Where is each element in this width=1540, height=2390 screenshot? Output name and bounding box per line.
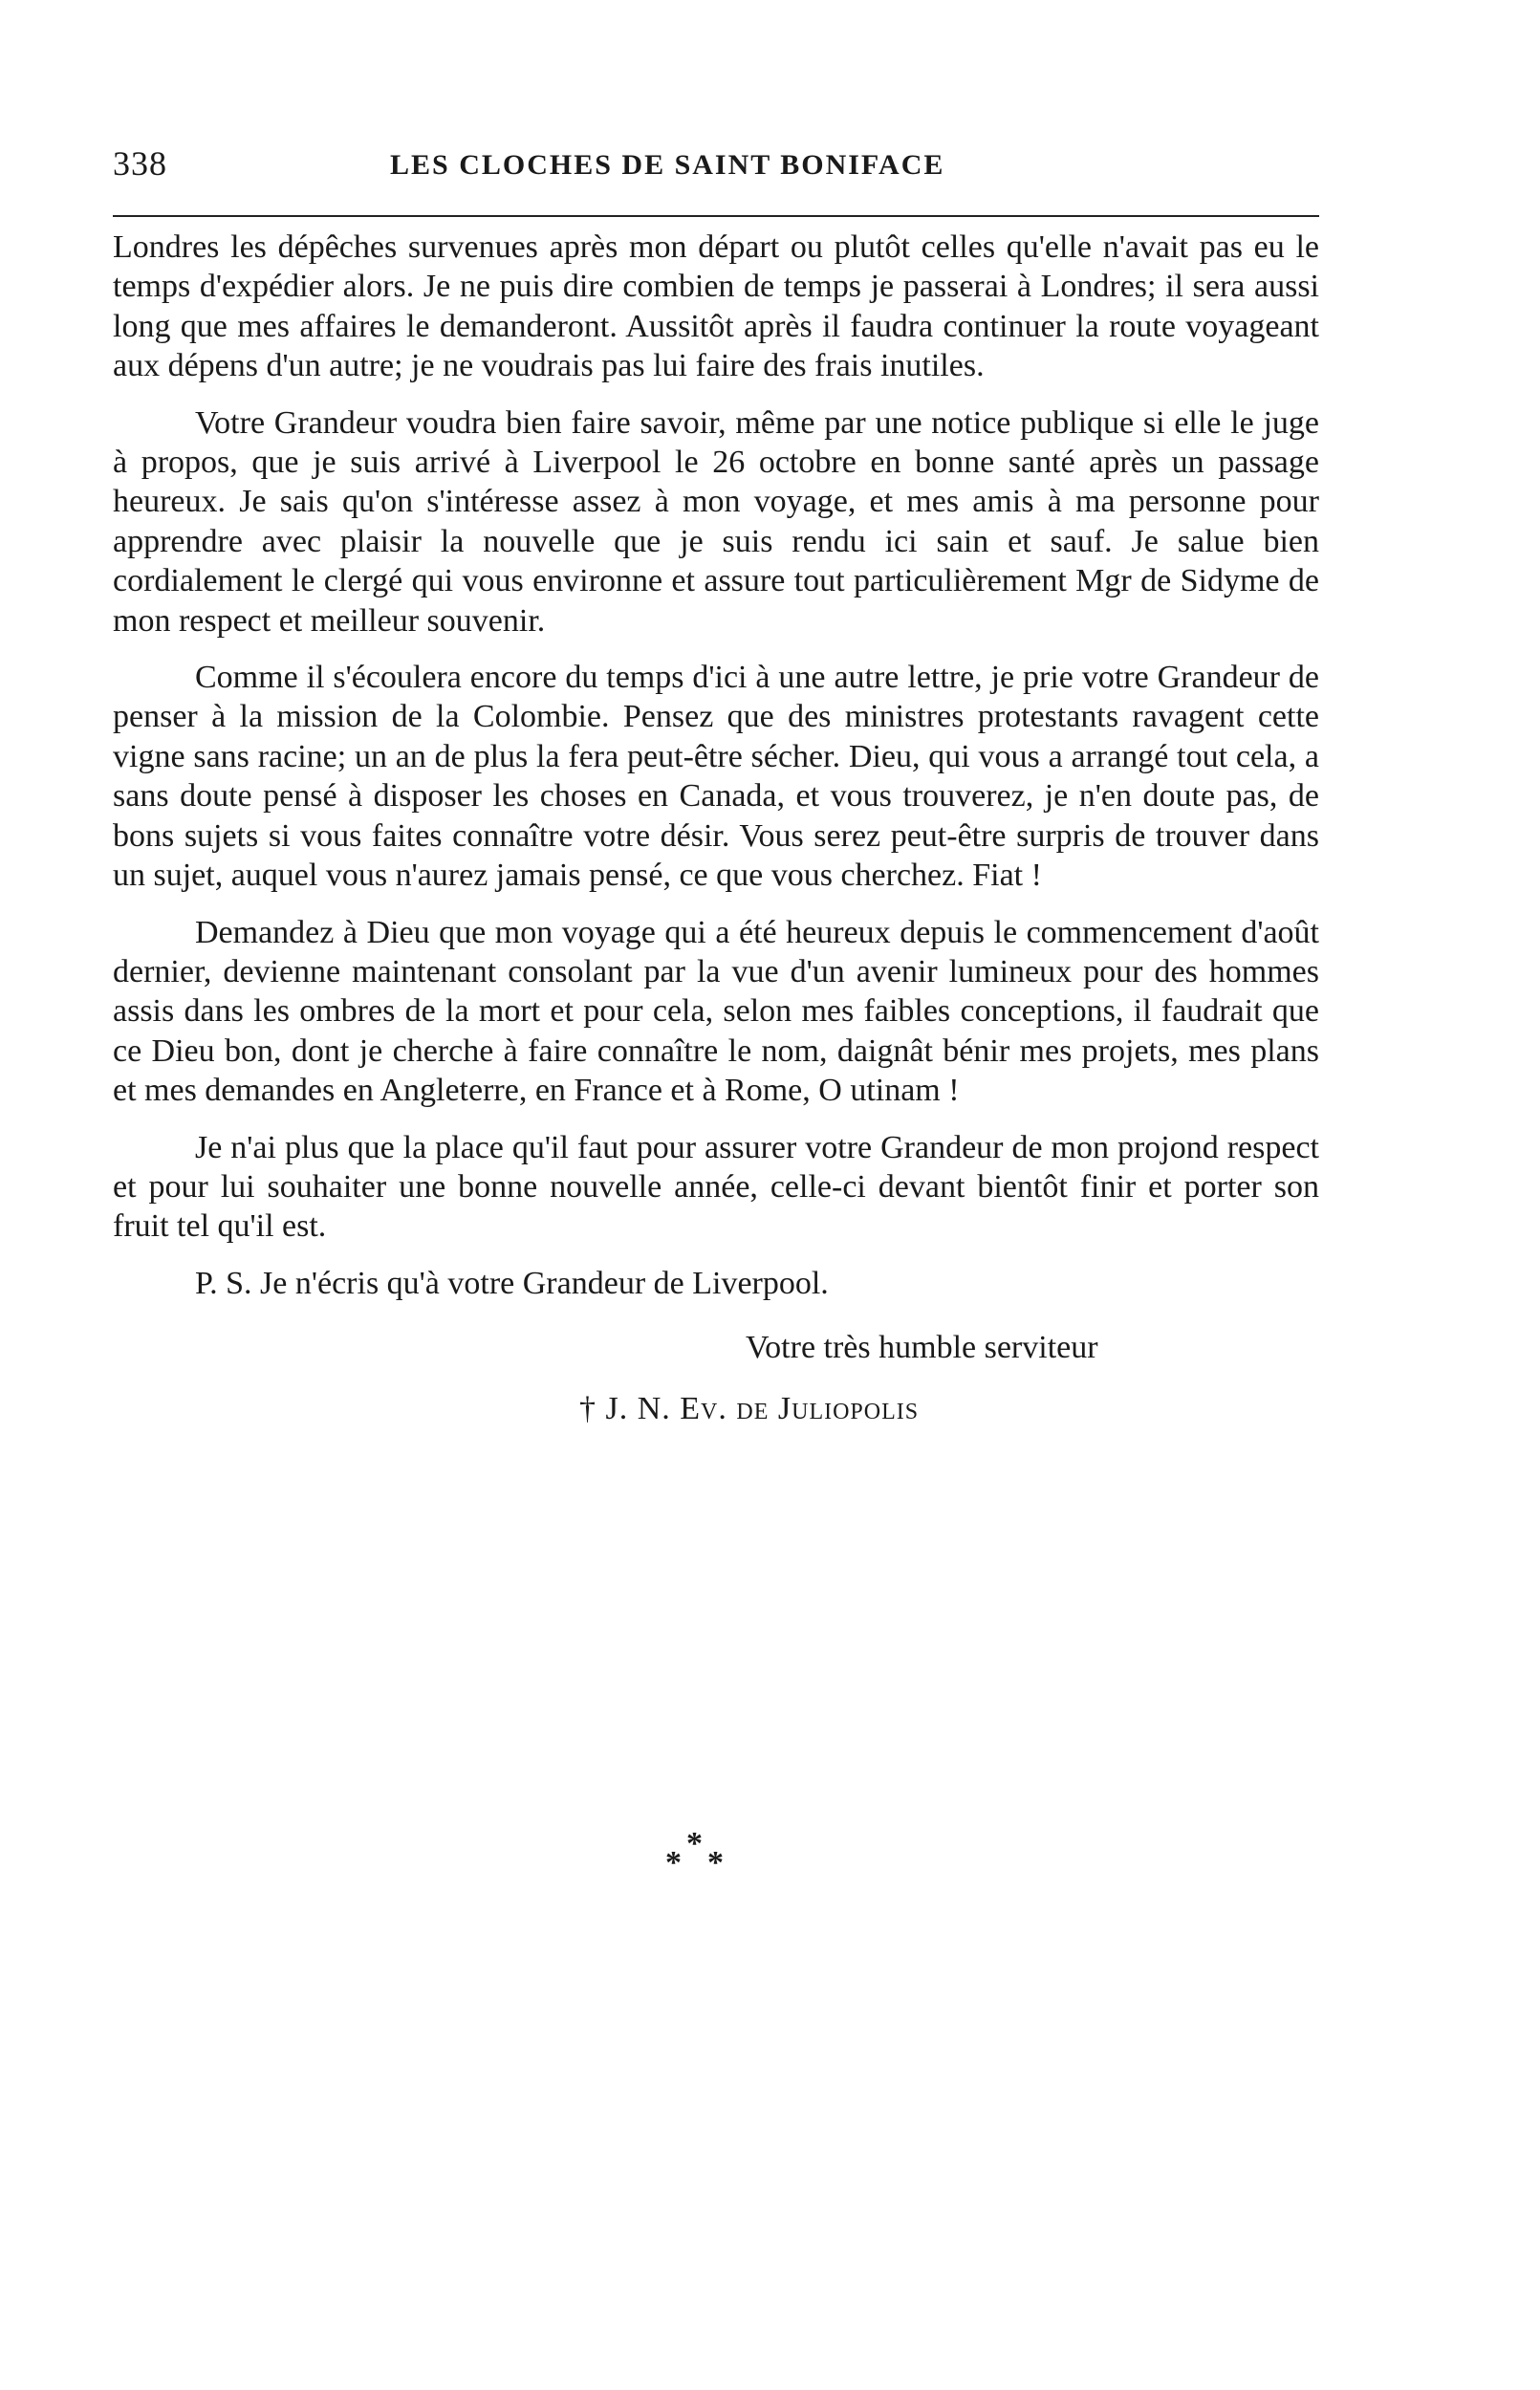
- page-number: 338: [113, 144, 167, 183]
- letter-body: [113, 228, 1319, 1428]
- asterism-star-right: *: [707, 1845, 724, 1880]
- postscript: P. S. Je n'écris qu'à votre Grandeur de Liverpool.: [195, 1265, 829, 1301]
- asterism-star-top: *: [686, 1826, 703, 1861]
- paragraph-4: Demandez à Dieu que mon voyage qui a été heureux depuis le commencement d'août dernier, devienne maintenant consolant par la vue d'un avenir lumineux pour des hommes assis dans les ombres de la mort et pour cela, selon mes faibles conceptions, il faudrait que ce Dieu bon, dont je cherche à faire connaître le nom, daignât bénir mes projets, mes plans et mes demandes en Angleterre, en France et à Rome, O utinam !: [113, 914, 1319, 1109]
- paragraph-1: Londres les dépêches survenues après mon départ ou plutôt celles qu'elle n'avait pas eu le temps d'expédier alors. Je ne puis dire combien de temps je passerai à Londres; il sera aussi long que mes affaires le demanderont. Aussitôt après il faudra continuer la route voyageant aux dépens d'un autre; je ne voudrais pas lui faire des frais inutiles.: [113, 229, 1319, 384]
- header-rule: [113, 215, 1319, 217]
- running-title: LES CLOCHES DE SAINT BONIFACE: [390, 149, 945, 181]
- asterism-separator: [660, 1826, 774, 1883]
- paragraph-3: Comme il s'écoulera encore du temps d'ici à une autre lettre, je prie votre Grandeur de penser à la mission de la Colombie. Pensez que des ministres protestants ravagent cette vigne sans racine; un an de plus la fera peut-être sécher. Dieu, qui vous a arrangé tout cela, a sans doute pensé à disposer les choses en Canada, et vous trouverez, je n'en doute pas, de bons sujets si vous faites connaître votre désir. Vous serez peut-être surpris de trouver dans un sujet, auquel vous n'aurez jamais pensé, ce que vous cherchez. Fiat !: [113, 660, 1319, 894]
- paragraph-2: Votre Grandeur voudra bien faire savoir, même par une notice publique si elle le juge à propos, que je suis arrivé à Liverpool le 26 octobre en bonne santé après un passage heureux. Je sais qu'on s'intéresse assez à mon voyage, et mes amis à ma personne pour apprendre avec plaisir la nouvelle que je suis rendu ici sain et sauf. Je salue bien cordialement le clergé qui vous environne et assure tout particulièrement Mgr de Sidyme de mon respect et meilleur souvenir.: [113, 404, 1319, 639]
- signature: † J. N. Ev. de Juliopolis: [579, 1390, 920, 1426]
- paragraph-5: Je n'ai plus que la place qu'il faut pour assurer votre Grandeur de mon projond respect et pour lui souhaiter une bonne nouvelle année, celle-ci devant bientôt finir et porter son fruit tel qu'il est.: [113, 1129, 1319, 1245]
- asterism-star-left: *: [665, 1845, 682, 1880]
- page-header: [113, 143, 1319, 182]
- closing-formula: Votre très humble serviteur: [746, 1330, 1098, 1366]
